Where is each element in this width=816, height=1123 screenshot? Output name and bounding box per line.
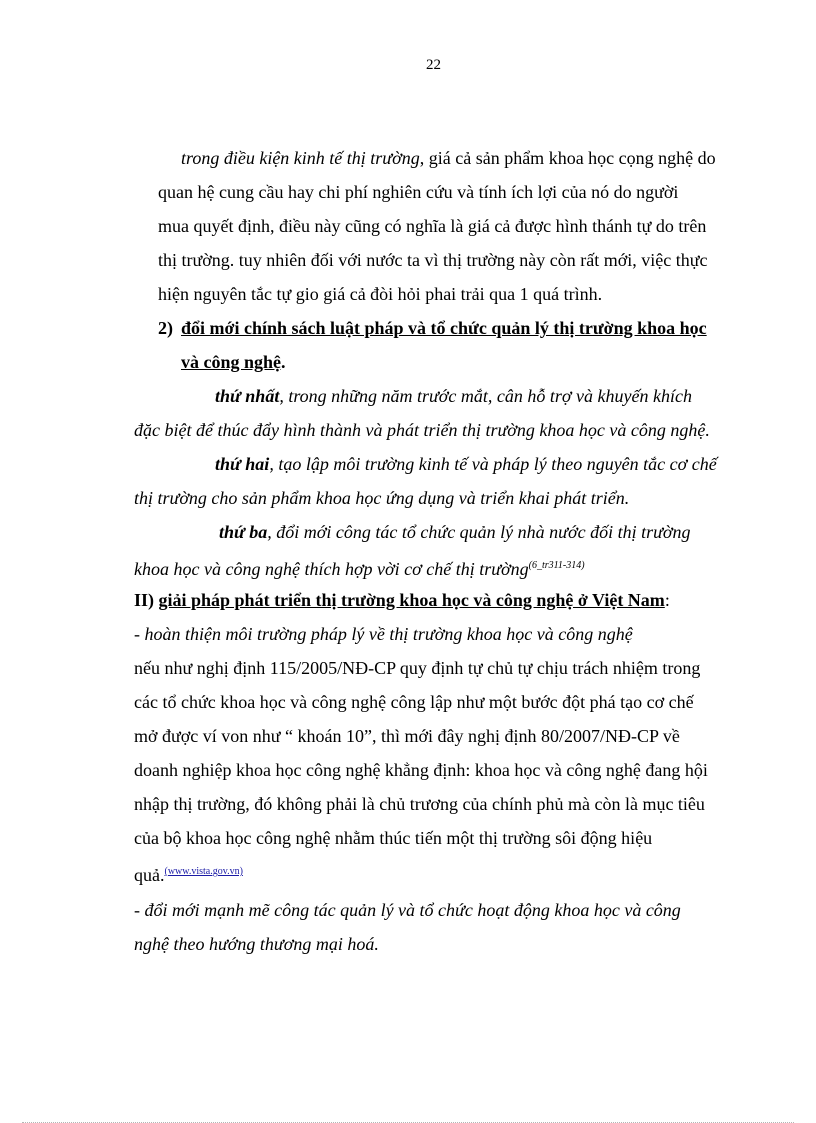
paragraph-2-line-5: nhập thị trường, đó không phải là chủ trương của chính phủ mà còn là mục tiêu: [134, 794, 705, 814]
paragraph-1-line-1: [181, 147, 716, 169]
third-point-line-1: [219, 521, 691, 543]
second-point-line-2: thị trường cho sản phẩm khoa học ứng dụng và triển khai phát triển.: [134, 488, 630, 508]
item-2-heading-line-2: [181, 351, 286, 373]
third-label: thứ ba: [219, 522, 268, 542]
heading-text: và công nghệ: [181, 352, 282, 372]
text: , đổi mới công tác tổ chức quản lý nhà nước đối thị trường: [267, 522, 691, 542]
text: , tạo lập môi trường kinh tế và pháp lý theo nguyên tắc cơ chế: [269, 454, 717, 474]
text: khoa học và công nghệ thích hợp vời cơ chế thị trường: [134, 559, 529, 579]
paragraph-1-line-3: mua quyết định, điều này cũng có nghĩa là giá cả được hình thánh tự do trên: [158, 216, 707, 236]
text: , giá cả sản phẩm khoa học cọng nghệ do: [419, 148, 716, 168]
section-title: giải pháp phát triển thị trường khoa học và công nghệ ở Việt Nam: [158, 590, 665, 610]
paragraph-2-line-7: [134, 861, 243, 886]
paragraph-2-line-3: mở được ví von như “ khoán 10”, thì mới đây nghị định 80/2007/NĐ-CP về: [134, 726, 680, 746]
italic-phrase: trong điều kiện kinh tế thị trường: [181, 148, 420, 168]
item-2-heading-line-1: đổi mới chính sách luật pháp và tổ chức quản lý thị trường khoa học: [181, 318, 707, 338]
first-point-line-1: [215, 385, 692, 407]
section-colon: :: [664, 590, 670, 610]
bullet-1: - hoàn thiện môi trường pháp lý về thị trường khoa học và công nghệ: [134, 624, 633, 644]
source-link[interactable]: (www.vista.gov.vn): [164, 866, 243, 877]
second-point-line-1: [215, 453, 717, 475]
section-number: II): [134, 590, 155, 610]
paragraph-2-line-4: doanh nghiệp khoa học công nghệ khẳng định: khoa học và công nghệ đang hội: [134, 760, 708, 780]
bullet-2-line-1: - đổi mới mạnh mẽ công tác quản lý và tổ chức hoạt động khoa học và công: [134, 900, 681, 920]
second-label: thứ hai: [215, 454, 270, 474]
page-number: 22: [426, 57, 441, 73]
item-2-number: 2): [158, 318, 173, 338]
section-2-heading: [134, 589, 670, 611]
paragraph-1-line-5: hiện nguyên tắc tự gio giá cả đòi hỏi phai trải qua 1 quá trình.: [158, 284, 603, 304]
third-point-line-2: [134, 555, 585, 580]
citation: (6_tr311-314): [528, 560, 585, 571]
text: , trong những năm trước mắt, cân hỗ trợ và khuyến khích: [279, 386, 692, 406]
text: quả.: [134, 865, 165, 885]
heading-period: .: [281, 352, 286, 372]
bullet-2-line-2: nghệ theo hướng thương mại hoá.: [134, 934, 379, 954]
paragraph-2-line-2: các tổ chức khoa học và công nghệ công lập như một bước đột phá tạo cơ chế: [134, 692, 694, 712]
paragraph-2-line-1: nếu như nghị định 115/2005/NĐ-CP quy định tự chủ tự chịu trách nhiệm trong: [134, 658, 701, 678]
first-point-line-2: đặc biệt để thúc đẩy hình thành và phát triển thị trường khoa học và công nghệ.: [134, 420, 710, 440]
paragraph-1-line-4: thị trường. tuy nhiên đối với nước ta vì thị trường này còn rất mới, việc thực: [158, 250, 708, 270]
paragraph-1-line-2: quan hệ cung cầu hay chi phí nghiên cứu và tính ích lợi của nó do người: [158, 182, 679, 202]
paragraph-2-line-6: của bộ khoa học công nghệ nhằm thúc tiến một thị trường sôi động hiệu: [134, 828, 653, 848]
first-label: thứ nhất: [215, 386, 280, 406]
